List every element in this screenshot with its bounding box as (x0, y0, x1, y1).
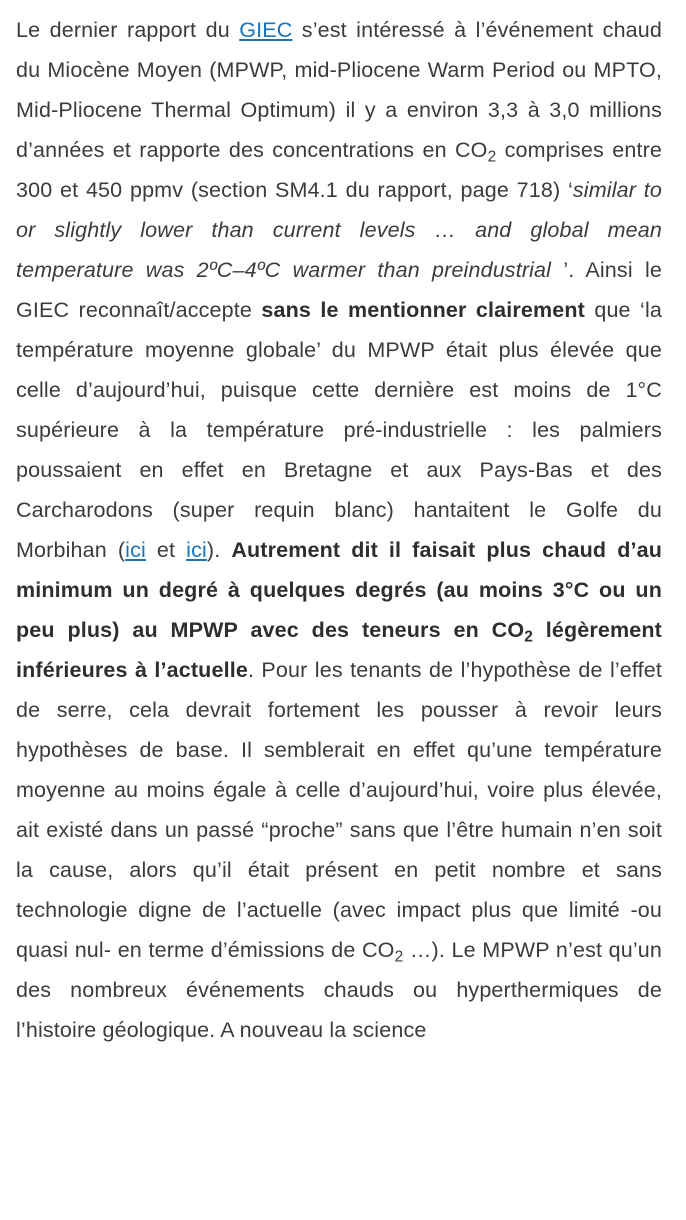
text-segment: ). (206, 538, 232, 562)
subscript: 2 (524, 628, 533, 646)
bold-segment: Autrement dit il faisait plus chaud d’au minimum un degré à quelques degrés (au moins 3°C ou un peu plus) au MPWP avec des teneurs en CO (16, 538, 662, 642)
text-segment: . Pour les tenants de l’hypothèse de l’effet de serre, cela devrait fortement les pousser à revoir leurs hypothèses de base. Il semblerait en effet qu’une température moyenne au moins égale à celle d’aujourd’hui, voire plus élevée, ait existé dans un passé “proche” sans que l’être humain n’en soit la cause, alors qu’il était présent en petit nombre et sans technologie digne de l’actuelle (avec impact plus que limité -ou quasi nul- en terme d’émissions de CO (16, 658, 662, 962)
subscript: 2 (394, 948, 404, 966)
text-segment: que ‘la température moyenne globale’ du MPWP était plus élevée que celle d’aujourd’hui, puisque cette dernière est moins de 1°C supérieure à la température pré-industrielle : les palmiers poussaient en effet en Bretagne et aux Pays-Bas et des Carcharodons (super requin blanc) hantaitent le Golfe du Morbihan ( (16, 298, 662, 562)
text-segment: s’est intéressé à l’événement chaud du Miocène Moyen (MPWP, mid-Pliocene Warm Period ou MPTO, Mid-Pliocene Thermal Optimum) il y a environ 3,3 à 3,0 millions d’années et rapporte des concentrations en CO (16, 18, 662, 162)
bold-segment: légèrement inférieures à l’actuelle (16, 618, 662, 682)
ici-link-1[interactable]: ici (125, 538, 146, 562)
giec-link[interactable]: GIEC (239, 18, 293, 42)
text-segment: ’. Ainsi le GIEC reconnaît/accepte (16, 258, 662, 322)
text-segment: …). Le MPWP n’est qu’un des nombreux événements chauds ou hyperthermiques de l’histoire géologique. A nouveau la science (16, 938, 662, 1042)
bold-phrase: sans le mentionner clairement (261, 298, 585, 322)
ipcc-quote: similar to or slightly lower than current levels … and global mean temperature was 2ºC–4ºC warmer than preindustrial (16, 178, 662, 282)
text-segment: Le dernier rapport du (16, 18, 240, 42)
subscript: 2 (487, 148, 497, 166)
page-bottom-edge (0, 1214, 686, 1220)
ici-link-2[interactable]: ici (186, 538, 207, 562)
text-segment: et (145, 538, 187, 562)
article-paragraph (16, 10, 662, 1050)
text-segment: comprises entre 300 et 450 ppmv (section SM4.1 du rapport, page 718) ‘ (16, 138, 662, 202)
